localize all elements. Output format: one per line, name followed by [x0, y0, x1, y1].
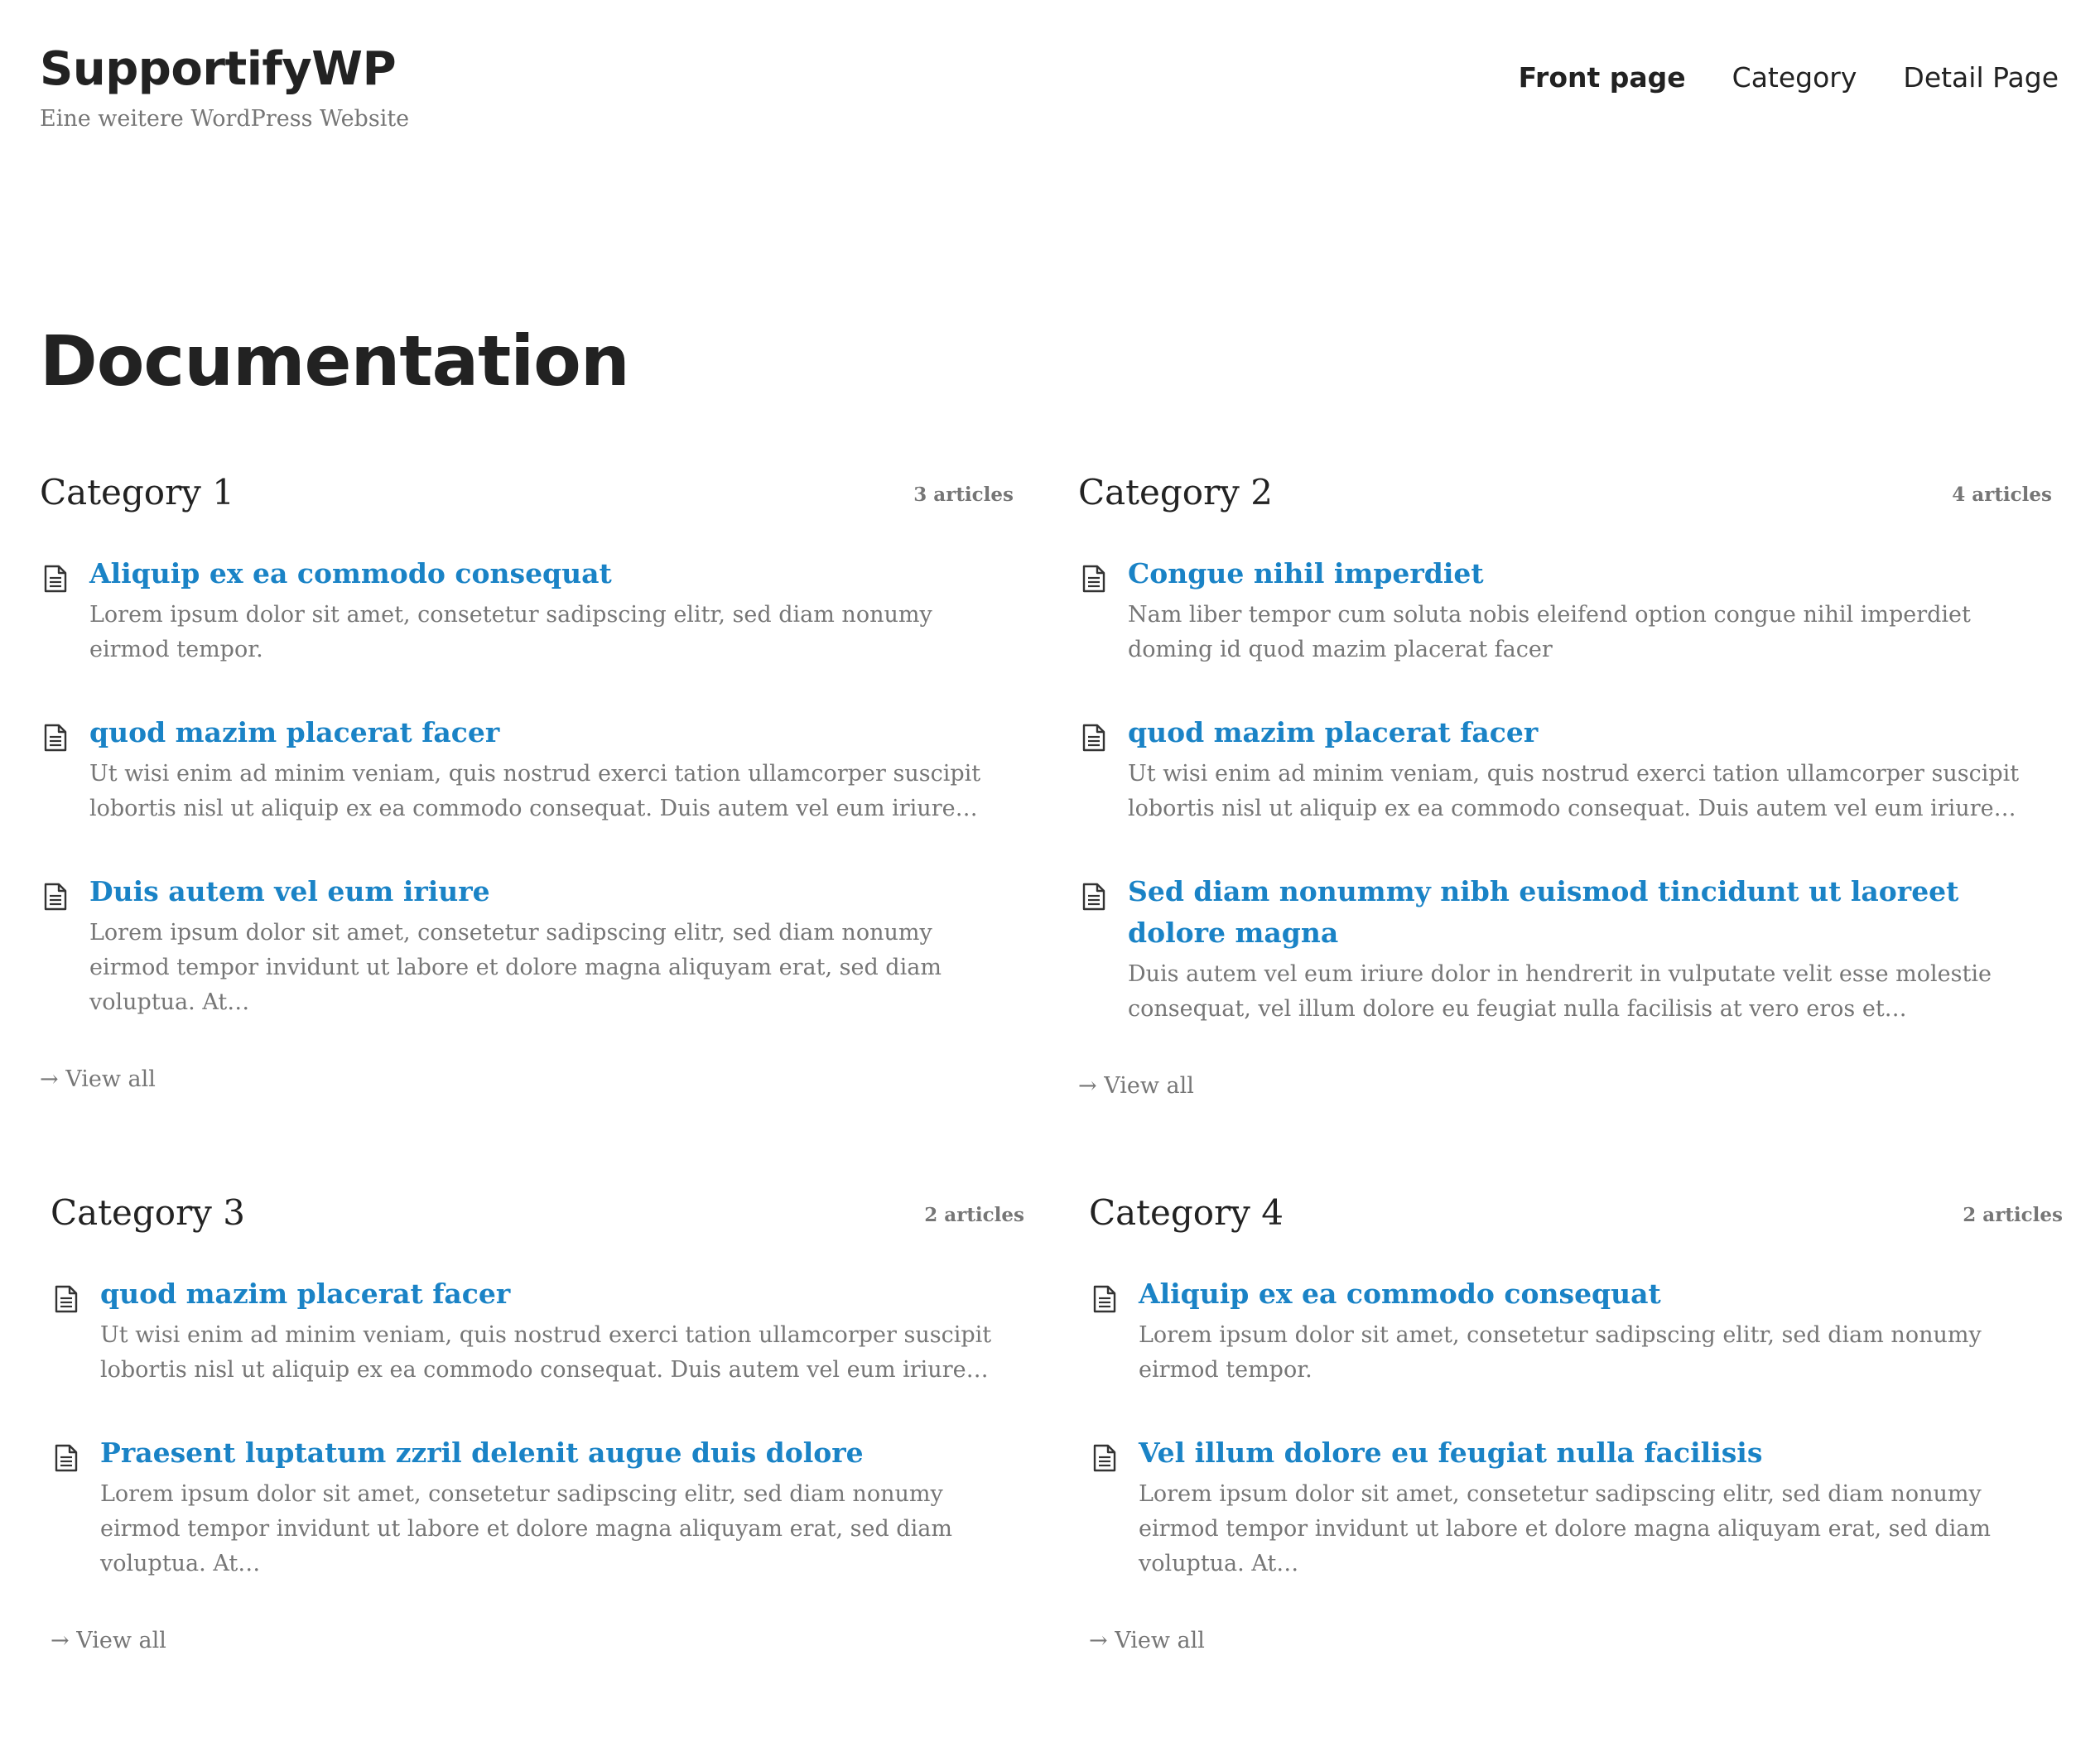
site-title[interactable]: SupportifyWP — [40, 42, 397, 96]
document-icon — [44, 883, 67, 911]
article-link[interactable]: Sed diam nonummy nibh euismod tincidunt ut laoreet dolore magna — [1128, 875, 1959, 949]
article-item — [1078, 871, 2052, 1027]
document-icon — [44, 565, 67, 593]
article-item — [51, 1432, 1024, 1581]
document-icon — [1082, 565, 1105, 593]
article-list — [1078, 553, 2052, 1027]
article-item — [1078, 553, 2052, 667]
document-icon — [55, 1285, 78, 1313]
article-count: 3 articles — [913, 484, 1014, 506]
document-icon — [1082, 724, 1105, 752]
article-link[interactable]: quod mazim placerat facer — [1128, 716, 1539, 748]
article-list — [51, 1273, 1024, 1581]
document-icon — [1093, 1285, 1116, 1313]
article-link[interactable]: Aliquip ex ea commodo consequat — [1139, 1278, 1661, 1310]
document-icon — [55, 1444, 78, 1472]
article-count: 2 articles — [1963, 1204, 2063, 1226]
article-item — [1078, 712, 2052, 826]
article-excerpt: Ut wisi enim ad minim veniam, quis nostrud exerci tation ullamcorper suscipit lobortis nisl ut aliquip ex ea commodo consequat. Duis autem vel eum iriure… — [100, 1322, 992, 1383]
category-title: Category 3 — [51, 1192, 245, 1233]
article-link[interactable]: Vel illum dolore eu feugiat nulla facilisis — [1139, 1437, 1763, 1469]
document-icon — [1093, 1444, 1116, 1472]
document-icon — [44, 724, 67, 752]
category-title: Category 1 — [40, 472, 234, 513]
article-item — [51, 1273, 1024, 1388]
article-excerpt: Lorem ipsum dolor sit amet, consetetur sadipscing elitr, sed diam nonumy eirmod tempor invidunt ut labore et dolore magna aliquyam erat, sed diam voluptua. At… — [1139, 1481, 1991, 1576]
article-excerpt: Lorem ipsum dolor sit amet, consetetur sadipscing elitr, sed diam nonumy eirmod tempor invidunt ut labore et dolore magna aliquyam erat, sed diam voluptua. At… — [89, 920, 942, 1015]
site-tagline: Eine weitere WordPress Website — [40, 106, 410, 132]
category-section — [1078, 472, 2052, 1099]
view-all-link[interactable]: → View all — [1089, 1628, 1205, 1653]
main-nav — [1519, 61, 2059, 94]
article-item — [40, 712, 1014, 826]
article-link[interactable]: Aliquip ex ea commodo consequat — [89, 557, 612, 590]
category-section — [40, 472, 1014, 1092]
category-title: Category 4 — [1089, 1192, 1284, 1233]
nav-category[interactable]: Category — [1732, 61, 1857, 94]
article-excerpt: Ut wisi enim ad minim veniam, quis nostrud exerci tation ullamcorper suscipit lobortis nisl ut aliquip ex ea commodo consequat. Duis autem vel eum iriure… — [89, 761, 981, 821]
article-list — [40, 553, 1014, 1020]
view-all-link[interactable]: → View all — [40, 1066, 156, 1092]
article-link[interactable]: quod mazim placerat facer — [100, 1278, 511, 1310]
view-all-link[interactable]: → View all — [1078, 1073, 1194, 1099]
article-link[interactable]: quod mazim placerat facer — [89, 716, 500, 748]
article-excerpt: Lorem ipsum dolor sit amet, consetetur sadipscing elitr, sed diam nonumy eirmod tempor. — [1139, 1322, 1982, 1383]
article-count: 4 articles — [1952, 484, 2052, 506]
article-excerpt: Lorem ipsum dolor sit amet, consetetur sadipscing elitr, sed diam nonumy eirmod tempor invidunt ut labore et dolore magna aliquyam erat, sed diam voluptua. At… — [100, 1481, 952, 1576]
category-section — [1089, 1192, 2063, 1653]
view-all-link[interactable]: → View all — [51, 1628, 166, 1653]
page-title: Documentation — [40, 320, 629, 402]
article-count: 2 articles — [924, 1204, 1024, 1226]
article-item — [1089, 1273, 2063, 1388]
nav-front-page[interactable]: Front page — [1518, 61, 1686, 94]
article-item — [40, 553, 1014, 667]
article-link[interactable]: Praesent luptatum zzril delenit augue duis dolore — [100, 1437, 864, 1469]
nav-detail-page[interactable]: Detail Page — [1903, 61, 2059, 94]
document-icon — [1082, 883, 1105, 911]
article-link[interactable]: Duis autem vel eum iriure — [89, 875, 490, 907]
article-excerpt: Ut wisi enim ad minim veniam, quis nostrud exerci tation ullamcorper suscipit lobortis nisl ut aliquip ex ea commodo consequat. Duis autem vel eum iriure… — [1128, 761, 2020, 821]
article-excerpt: Nam liber tempor cum soluta nobis eleifend option congue nihil imperdiet doming id quod mazim placerat facer — [1128, 602, 1971, 662]
article-excerpt: Lorem ipsum dolor sit amet, consetetur sadipscing elitr, sed diam nonumy eirmod tempor. — [89, 602, 932, 662]
category-title: Category 2 — [1078, 472, 1273, 513]
article-item — [1089, 1432, 2063, 1581]
article-list — [1089, 1273, 2063, 1581]
article-item — [40, 871, 1014, 1020]
category-section — [51, 1192, 1024, 1653]
article-link[interactable]: Congue nihil imperdiet — [1128, 557, 1484, 590]
article-excerpt: Duis autem vel eum iriure dolor in hendrerit in vulputate velit esse molestie consequat, vel illum dolore eu feugiat nulla facilisis at vero eros et… — [1128, 961, 1992, 1022]
